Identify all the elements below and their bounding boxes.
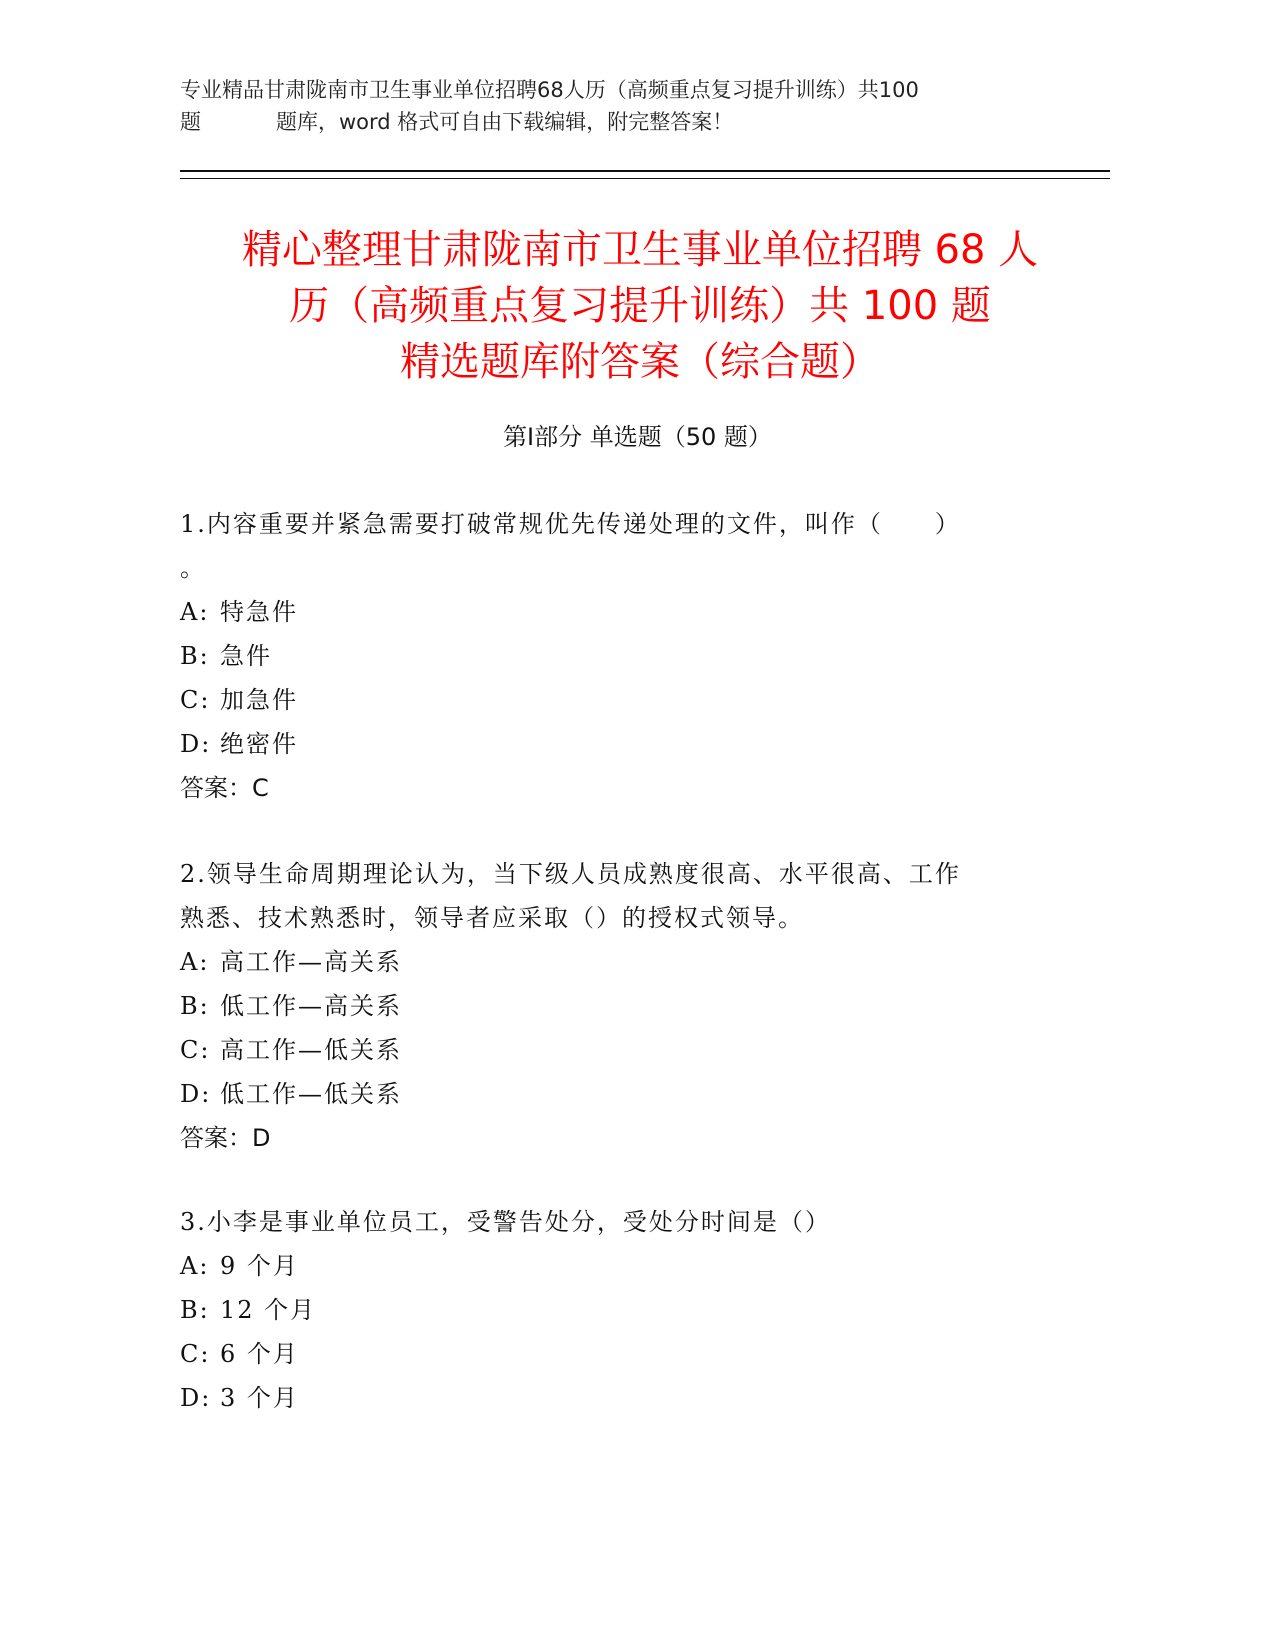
question-2-option-a bbox=[180, 940, 1060, 984]
question-1-stem-continued: 。 bbox=[180, 554, 206, 582]
question-3-option-b bbox=[180, 1288, 1060, 1332]
title-line-3: 精选题库附答案（综合题） bbox=[400, 339, 880, 385]
option-text: 急件 bbox=[220, 642, 272, 670]
option-letter: C: bbox=[180, 1340, 211, 1368]
option-letter: A: bbox=[180, 598, 210, 626]
option-letter: A: bbox=[180, 948, 210, 976]
question-1-stem: 1.内容重要并紧急需要打破常规优先传递处理的文件，叫作（ ） bbox=[180, 510, 961, 538]
question-2-answer: 答案：D bbox=[180, 1124, 271, 1152]
question-2-option-b bbox=[180, 984, 1060, 1028]
option-letter: B: bbox=[180, 992, 210, 1020]
header-divider-thin bbox=[180, 178, 1110, 179]
question-3-option-c bbox=[180, 1332, 1060, 1376]
question-3-option-d bbox=[180, 1376, 1060, 1420]
header-line-1: 专业精品甘肃陇南市卫生事业单位招聘68人历（高频重点复习提升训练）共100 bbox=[180, 78, 919, 102]
option-letter: D: bbox=[180, 1384, 212, 1412]
question-2-stem-continued: 熟悉、技术熟悉时，领导者应采取（）的授权式领导。 bbox=[180, 904, 804, 932]
question-1-option-b bbox=[180, 634, 1060, 678]
option-letter: B: bbox=[180, 1296, 210, 1324]
header-divider-thick bbox=[180, 170, 1110, 172]
option-text: 6 个月 bbox=[220, 1340, 299, 1368]
option-text: 高工作—低关系 bbox=[220, 1036, 402, 1064]
question-2 bbox=[180, 852, 1060, 1160]
question-3-stem: 3.小李是事业单位员工，受警告处分，受处分时间是（） bbox=[180, 1208, 831, 1236]
header-line-2-text: 题库，word 格式可自由下载编辑，附完整答案！ bbox=[276, 110, 734, 134]
document-title bbox=[140, 222, 1140, 390]
option-text: 绝密件 bbox=[220, 730, 298, 758]
question-1-option-c bbox=[180, 678, 1060, 722]
question-2-option-c bbox=[180, 1028, 1060, 1072]
option-letter: A: bbox=[180, 1252, 210, 1280]
header-line-2 bbox=[180, 106, 1110, 138]
option-letter: C: bbox=[180, 1036, 211, 1064]
option-letter: B: bbox=[180, 642, 210, 670]
title-line-2: 历（高频重点复习提升训练）共 100 题 bbox=[289, 283, 991, 329]
question-1-option-a bbox=[180, 590, 1060, 634]
option-text: 3 个月 bbox=[220, 1384, 299, 1412]
option-letter: D: bbox=[180, 730, 212, 758]
question-1-answer: 答案：C bbox=[180, 774, 269, 802]
question-2-stem: 2.领导生命周期理论认为，当下级人员成熟度很高、水平很高、工作 bbox=[180, 860, 961, 888]
option-text: 低工作—低关系 bbox=[220, 1080, 402, 1108]
option-text: 特急件 bbox=[220, 598, 298, 626]
question-1 bbox=[180, 502, 1060, 810]
question-3 bbox=[180, 1200, 1060, 1420]
title-line-1: 精心整理甘肃陇南市卫生事业单位招聘 68 人 bbox=[241, 227, 1039, 273]
question-1-option-d bbox=[180, 722, 1060, 766]
option-letter: D: bbox=[180, 1080, 212, 1108]
section-title: 第Ⅰ部分 单选题（50 题） bbox=[503, 423, 772, 451]
option-text: 高工作—高关系 bbox=[220, 948, 402, 976]
option-text: 低工作—高关系 bbox=[220, 992, 402, 1020]
option-text: 9 个月 bbox=[220, 1252, 299, 1280]
page-header bbox=[180, 74, 1110, 138]
option-letter: C: bbox=[180, 686, 211, 714]
question-2-option-d bbox=[180, 1072, 1060, 1116]
option-text: 12 个月 bbox=[220, 1296, 317, 1324]
option-text: 加急件 bbox=[220, 686, 298, 714]
question-3-option-a bbox=[180, 1244, 1060, 1288]
header-line-2-start: 题 bbox=[180, 110, 201, 134]
